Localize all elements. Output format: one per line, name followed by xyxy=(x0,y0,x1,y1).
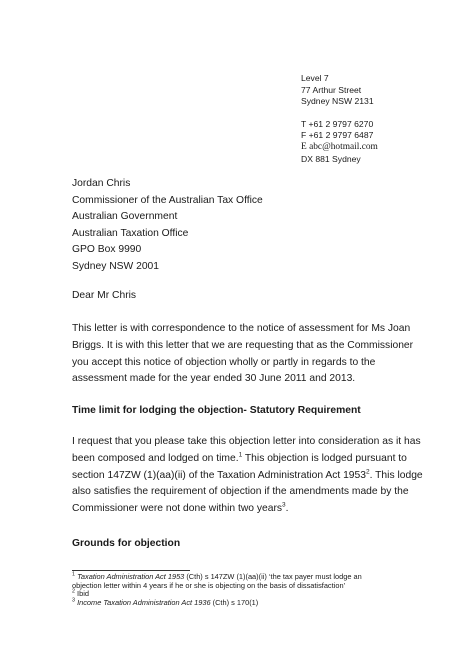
recipient-line: GPO Box 9990 xyxy=(72,244,142,256)
paragraph-line: I request that you please take this objection letter into consideration as it has xyxy=(72,436,421,447)
footnote-ref: 1 xyxy=(238,451,243,459)
section-heading-time-limit: Time limit for lodging the objection- Statutory Requirement xyxy=(72,405,361,416)
recipient-line: Australian Government xyxy=(72,211,178,223)
paragraph-line xyxy=(72,501,402,518)
paragraph-line: This letter is with correspondence to the notice of assessment for Ms Joan xyxy=(72,323,411,334)
footnote-number: 3 xyxy=(72,597,75,604)
paragraph-line: you accept this notice of objection wholly or partly in regards to the xyxy=(72,356,376,368)
sender-address-line: Sydney NSW 2131 xyxy=(301,96,374,107)
footnote-italic: Income Taxation Administration Act 1936 xyxy=(77,597,211,607)
paragraph-line: Briggs. It is with this letter that we are requesting that as the Commissioner xyxy=(72,339,414,351)
sender-fax: F +61 2 9797 6487 xyxy=(301,130,374,141)
footnote-1-continued: objection letter within 4 years if he or she is objecting on the basis of dissatisfaction’ xyxy=(72,580,346,590)
text-span: . xyxy=(285,503,289,515)
footnote-number: 2 xyxy=(72,588,75,595)
sender-phone: T +61 2 9797 6270 xyxy=(301,118,374,129)
intro-paragraph xyxy=(72,321,414,388)
footnote-divider xyxy=(72,570,190,571)
sender-block xyxy=(301,73,378,165)
text-span: been composed and lodged on time. xyxy=(72,452,239,464)
recipient-block xyxy=(72,176,263,276)
paragraph-line: assessment made for the year ended 30 June 2011 and 2013. xyxy=(72,373,356,385)
section-heading-grounds: Grounds for objection xyxy=(72,538,181,549)
footnote-ref: 2 xyxy=(365,468,370,476)
sender-contacts xyxy=(301,119,378,165)
recipient-line: Commissioner of the Australian Tax Office xyxy=(72,194,263,206)
text-span: . This lodge xyxy=(369,469,423,481)
footnote-italic: Taxation Administration Act 1953 xyxy=(77,572,185,581)
text-span: Commissioner were not done within two years xyxy=(72,503,283,515)
footnote-text: (Cth) s 147ZW (1)(aa)(ii) ‘the tax payer must lodge an xyxy=(184,572,362,581)
footnote-text: (Cth) s 170(1) xyxy=(210,597,259,607)
footnote-3 xyxy=(72,599,362,608)
recipient-line: Australian Taxation Office xyxy=(72,227,189,239)
time-limit-paragraph xyxy=(72,434,423,518)
sender-address-line: 77 Arthur Street xyxy=(301,84,362,95)
footnote-number: 1 xyxy=(72,571,75,578)
paragraph-line xyxy=(72,451,407,468)
sender-dx: DX 881 Sydney xyxy=(301,153,361,164)
sender-email: E abc@hotmail.com xyxy=(301,141,378,152)
footnotes xyxy=(72,573,362,607)
recipient-line: Jordan Chris xyxy=(72,178,131,189)
paragraph-line xyxy=(72,468,423,485)
sender-address-line: Level 7 xyxy=(301,73,329,83)
recipient-line: Sydney NSW 2001 xyxy=(72,260,159,272)
text-span: This objection is lodged pursuant to xyxy=(242,452,407,464)
footnote-text: Ibid xyxy=(75,589,89,599)
salutation: Dear Mr Chris xyxy=(72,290,137,301)
text-span: section 147ZW (1)(aa)(ii) of the Taxation Administration Act 1953 xyxy=(72,469,366,481)
paragraph-line: also satisfies the requirement of objection if the amendments made by the xyxy=(72,486,409,498)
footnote-ref: 3 xyxy=(282,501,286,509)
